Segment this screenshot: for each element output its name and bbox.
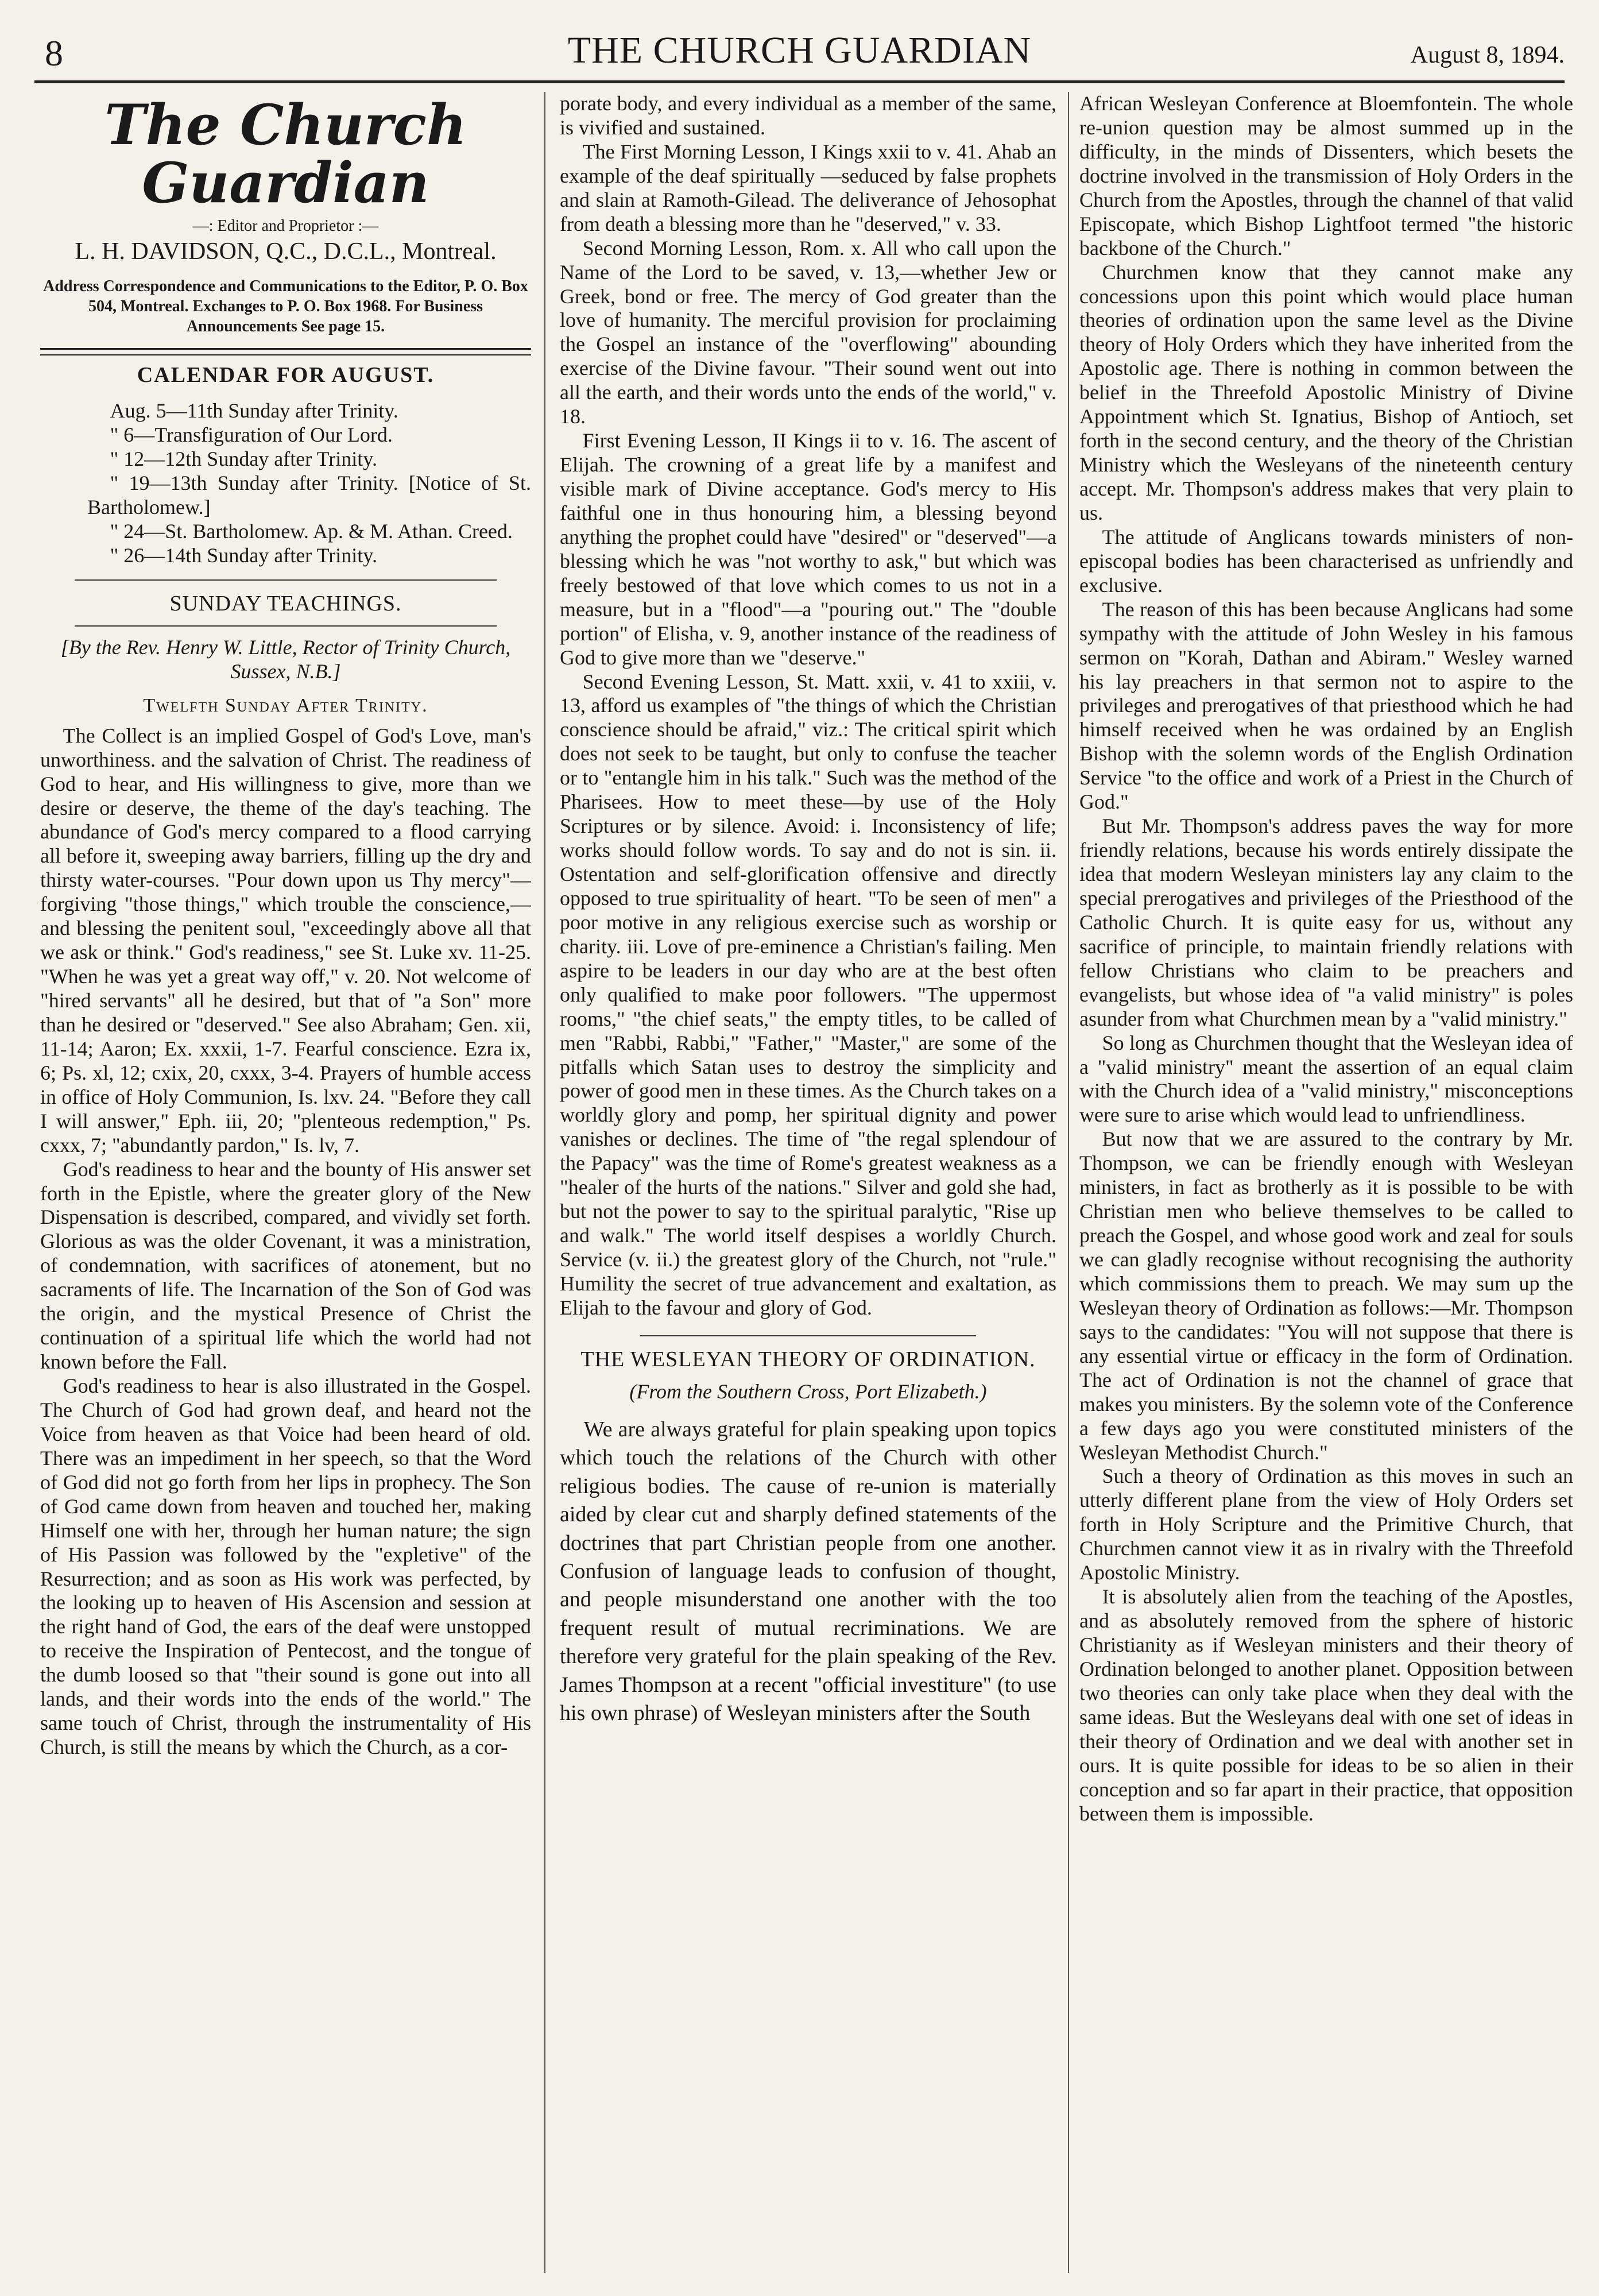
calendar-entry: " 6—Transfiguration of Our Lord.	[110, 423, 393, 447]
paragraph: Second Morning Lesson, Rom. x. All who call upon the Name of the Lord to be saved, v. 13,—whether Jew or Greek, bond or free. The mercy of God greater than the love of humanity. The merciful provision for proclaiming the Gospel an instance of the "overflowing" abounding exercise of the Divine favour. "Their sound went out into all the earth, and their words unto the ends of the world," v. 18.	[560, 236, 1056, 428]
paragraph: First Evening Lesson, II Kings ii to v. 16. The ascent of Elijah. The crowning of a great life by a manifest and visible mark of Divine acceptance. God's mercy to His faithful one in thus honouring him, a blessing beyond anything the prophet could have "desired" or "deserved"—a blessing which he was "not worthy to ask," but which was freely bestowed of that love which comes to us not in a measure, but in a "flood"—a "pouring out." The "double portion" of Elisha, v. 9, another instance of the readiness of God to give more than we "deserve."	[560, 429, 1056, 669]
issue-date: August 8, 1894.	[1410, 42, 1565, 68]
article-source: (From the Southern Cross, Port Elizabeth.)	[629, 1380, 987, 1404]
calendar-entry: Aug. 5—11th Sunday after Trinity.	[110, 399, 398, 423]
paragraph: It is absolutely alien from the teaching of the Apostles, and as absolutely removed from the sphere of historic Christianity as if Wesleyan ministers and their theory of Ordination belonged to another planet. Opposition between two theories can only take place when they deal with the same ideas. But the Wesleyans deal with one set of ideas in their theory of Ordination and we deal with another set in ours. It is quite possible for ideas to be so alien in their conception and so far apart in their practice, that opposition between them is impossible.	[1079, 1585, 1573, 1825]
paragraph: porate body, and every individual as a member of the same, is vivified and sustained.	[560, 92, 1056, 139]
calendar-entry: " 26—14th Sunday after Trinity.	[110, 544, 377, 567]
section-rule	[75, 579, 497, 581]
article-heading: THE WESLEYAN THEORY OF ORDINATION.	[580, 1347, 1036, 1371]
calendar-entry: " 19—13th Sunday after Trinity. [Notice of St. Bartholomew.]	[87, 471, 531, 519]
calendar-entry: " 24—St. Bartholomew. Ap. & M. Athan. Creed.	[110, 520, 513, 543]
sub-heading: Twelfth Sunday After Trinity.	[143, 695, 428, 717]
column-divider	[1068, 92, 1069, 2273]
column-1	[40, 92, 531, 2273]
paragraph: We are always grateful for plain speaking upon topics which touch the relations of the Church with other religious bodies. The cause of re-union is materially aided by clear cut and sharply defined statements of the doctrines that part Christian people from one another. Confusion of language leads to confusion of thought, and people misunderstand one another with the too frequent result of mutual recriminations. We are therefore very grateful for the plain speaking of the Rev. James Thompson at a recent "official investiture" (to use his own phrase) of Wesleyan ministers after the South	[560, 1417, 1056, 1725]
header-rule	[34, 80, 1565, 83]
column-3	[1079, 92, 1573, 2273]
teachings-heading: SUNDAY TEACHINGS.	[169, 591, 402, 616]
paragraph: God's readiness to hear and the bounty of His answer set forth in the Epistle, where the greater glory of the New Dispensation is described, compared, and vividly set forth. Glorious as was the older Covenant, it was a ministration, of condemnation, with sacrifices of atonement, but no sacraments of life. The Incarnation of the Son of God was the origin, and the mystical Presence of Christ the continuation of a spiritual life which the world had not known before the Fall.	[40, 1157, 531, 1374]
editor-line: —: Editor and Proprietor :—	[192, 217, 379, 235]
paragraph: But now that we are assured to the contrary by Mr. Thompson, we can be friendly enough with Wesleyan ministers, in fact as brotherly as it is possible to be with Christian men who believe themselves to be called to preach the Gospel, and whose good work and zeal for souls we can gladly recognise without recognising the authority which commissions them to preach. We may sum up the Wesleyan theory of Ordination as follows:—Mr. Thompson says to the candidates: "You will not suppose that there is any essential virtue or efficacy in the form of Ordination. The act of Ordination is not the channel of grace that makes you ministers. By the solemn vote of the Conference a few days ago you were constituted ministers of the Wesleyan Methodist Church."	[1079, 1127, 1573, 1464]
page-number: 8	[45, 33, 63, 74]
paragraph: The reason of this has been because Anglicans had some sympathy with the attitude of John Wesley in his famous sermon on "Korah, Dathan and Abiram." Wesley warned his lay preachers in that sermon not to aspire to the privileges and prerogatives of that priesthood which he had himself received when he was ordained by an English Bishop with the solemn words of the English Ordination Service "to the office and work of a Priest in the Church of God."	[1079, 597, 1573, 814]
paragraph: The attitude of Anglicans towards ministers of non-episcopal bodies has been characterised as unfriendly and exclusive.	[1079, 525, 1573, 597]
section-rule	[640, 1335, 976, 1336]
paragraph: The First Morning Lesson, I Kings xxii to v. 41. Ahab an example of the deaf spiritually —seduced by false prophets and slain at Ramoth-Gilead. The deliverance of Jehosophat from death a blessing more than he "deserved," v. 33.	[560, 140, 1056, 235]
paragraph: Such a theory of Ordination as this moves in such an utterly different plane from the view of Holy Orders set forth in Holy Scripture and the Primitive Church, that Churchmen cannot view it as in rivalry with the Threefold Apostolic Ministry.	[1079, 1464, 1573, 1584]
paper-title: The Church Guardian	[104, 92, 467, 215]
section-rule	[75, 625, 497, 627]
paragraph: God's readiness to hear is also illustrated in the Gospel. The Church of God had grown deaf, and heard not the Voice from heaven as that Voice had been heard of old. There was an impediment in her speech, so that the Word of God did not go forth from her lips in prophecy. The Son of God came down from heaven and touched her, making Himself one with her, through her human nature; the sign of His Passion was followed by the "expletive" of the Resurrection; and as soon as His work was perfected, by the looking up to heaven of His Ascension and session at the right hand of God, the ears of the deaf were unstopped to receive the Inspiration of Pentecost, and the tongue of the dumb loosed so that "their sound is gone out into all lands, and their words into the ends of the world." The same touch of Christ, through the instrumentality of His Church, is still the means by which the Church, as a cor-	[40, 1374, 531, 1759]
calendar-entry: " 12—12th Sunday after Trinity.	[110, 447, 377, 471]
paragraph: Churchmen know that they cannot make any concessions upon this point which would place human theories of ordination upon the same level as the Divine theory of Holy Orders which they have inherited from the Apostolic age. There is nothing in common between the belief in the Threefold Apostolic Ministry of Divine Appointment which St. Ignatius, Bishop of Antioch, set forth in the second century, and the theory of the Christian Ministry which the Wesleyans of the nineteenth century accept. Mr. Thompson's address makes that very plain to us.	[1079, 260, 1573, 524]
paragraph: African Wesleyan Conference at Bloemfontein. The whole re-union question may be almost summed up in the difficulty, in the minds of Dissenters, which besets the doctrine involved in the transmission of Holy Orders in the Church from the Apostles, through the channel of that valid Episcopate, which Bishop Lightfoot termed "the historic backbone of the Church."	[1079, 92, 1573, 260]
paragraph: But Mr. Thompson's address paves the way for more friendly relations, because his words entirely dissipate the idea that modern Wesleyan ministers lay any claim to the special prerogatives and privileges of the Priesthood of the Catholic Church. It is quite easy for us, without any sacrifice of principle, to maintain friendly relations with fellow Christians who claim to be preachers and evangelists, but whose idea of "a valid ministry" is poles asunder from what Churchmen mean by a "valid ministry."	[1079, 814, 1573, 1030]
column-divider	[544, 92, 545, 2273]
calendar-heading: CALENDAR FOR AUGUST.	[137, 363, 435, 388]
paragraph: Second Evening Lesson, St. Matt. xxii, v. 41 to xxiii, v. 13, afford us examples of "the things of which the Christian conscience should be afraid," viz.: The critical spirit which does not seek to be taught, but only to confuse the teacher or to "entangle him in his talk." Such was the method of the Pharisees. How to meet these—by use of the Holy Scriptures or by silence. Avoid: i. Inconsistency of life; works should follow words. To say and do not is sin. ii. Ostentation and self-glorification offensive and directly opposed to true spirituality of heart. "To be seen of men" a poor motive in any religious exercise such as worship or charity. iii. Love of pre-eminence a Christian's failing. Men aspire to be leaders in our day who are at the best often only qualified to make poor followers. "The uppermost rooms," "the chief seats," the empty titles, to be called of men "Rabbi, Rabbi," "Father," "Master," are some of the pitfalls which Satan uses to destroy the simplicity and power of good men in these times. As the Church takes on a worldly glory and pomp, her spiritual dignity and power vanishes or declines. The time of "the regal splendour of the Papacy" was the time of Rome's greatest weakness as a "healer of the hurts of the nations." Silver and gold she had, but not the power to say to the spiritual paralytic, "Rise up and walk." The world itself despises a worldly Church. Service (v. ii.) the greatest glory of the Church, not "rule." Humility the secret of true advancement and exaltation, as Elijah to the favour and glory of God.	[560, 670, 1056, 1319]
calendar-list	[46, 399, 531, 568]
masthead: THE CHURCH GUARDIAN	[567, 29, 1032, 71]
paragraph: The Collect is an implied Gospel of God's Love, man's unworthiness. and the salvation of Christ. The readiness of God to hear, and His willingness to give, more than we desire or deserve, the theme of the day's teaching. The abundance of God's mercy compared to a flood carrying all before it, sweeping away barriers, filling up the dry and thirsty water-courses. "Pour down upon us Thy mercy"—forgiving "those things," which trouble the conscience,—and blessing the penitent soul, "exceedingly above all that we ask or think." God's readiness," see St. Luke xv. 11-25. "When he was yet a great way off," v. 20. Not welcome of "hired servants" all he desired, but that of "a Son" more than he desired or "deserved." See also Abraham; Gen. xii, 11-14; Aaron; Ex. xxxii, 1-7. Fearful conscience. Ezra ix, 6; Ps. xl, 12; cxix, 20, cxxx, 3-4. Prayers of humble access in office of Holy Communion, Is. lxv. 24. "Before they call I will answer," Eph. iii, 20; "plenteous redemption," Ps. cxxx, 7; "abundantly pardon," Is. lv, 7.	[40, 724, 531, 1157]
address-notice: Address Correspondence and Communications to the Editor, P. O. Box 504, Montreal. Exchanges to P. O. Box 1968. For Business Announcements See page 15.	[43, 277, 528, 336]
editor-name: L. H. DAVIDSON, Q.C., D.C.L., Montreal.	[75, 238, 497, 265]
column-2	[560, 92, 1056, 2273]
paragraph: So long as Churchmen thought that the Wesleyan idea of a "valid ministry" meant the assertion of an equal claim with the Church idea of a "valid ministry," misconceptions were sure to arise which would lead to unfriendliness.	[1079, 1031, 1573, 1127]
page-header	[34, 29, 1565, 75]
double-rule	[40, 348, 531, 355]
byline: [By the Rev. Henry W. Little, Rector of Trinity Church, Sussex, N.B.]	[60, 636, 511, 683]
